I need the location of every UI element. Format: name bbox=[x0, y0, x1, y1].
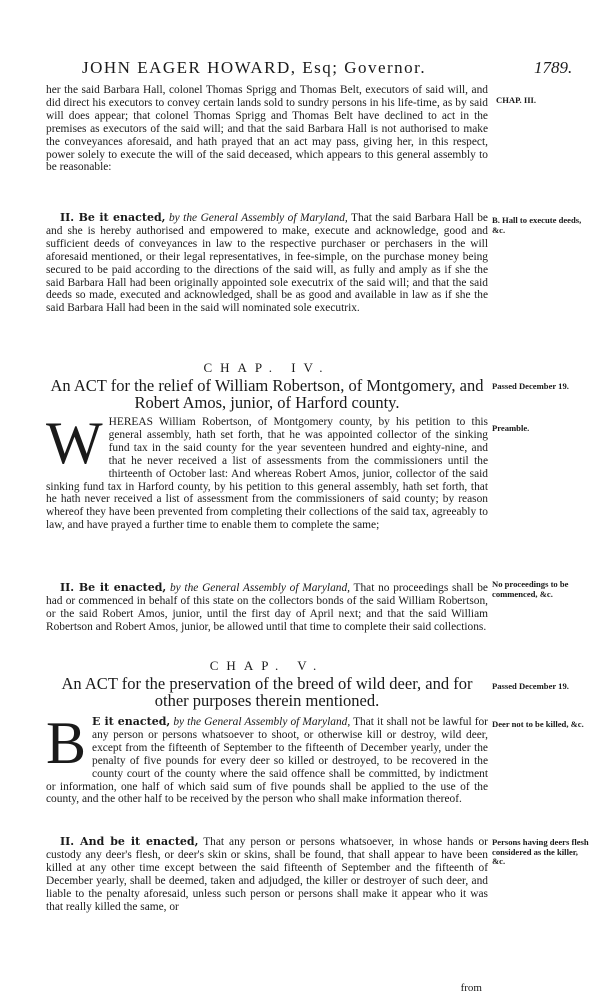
chap5-sec1-margin: Deer not to be killed, &c. bbox=[492, 719, 584, 729]
chap4-sec2-lead: II. Be it enacted, bbox=[60, 581, 167, 594]
chap5-sec2-margin: Persons having deers flesh considered as the killer, &c. bbox=[492, 837, 589, 867]
chap4-sec2-italic: by the General Assembly of Maryland, bbox=[169, 582, 350, 594]
chap4-passed: Passed December 19. bbox=[492, 381, 569, 391]
chap4-preamble-margin: Preamble. bbox=[492, 423, 530, 433]
chap3-sec2-italic: by the General Assembly of Maryland, bbox=[168, 212, 348, 224]
chap3-section-2 bbox=[46, 212, 488, 352]
chap4-label: CHAP. IV. bbox=[203, 360, 331, 375]
chap5-sec2-lead: II. And be it enacted, bbox=[60, 835, 199, 848]
chap4-drop-cap: W bbox=[46, 410, 103, 476]
chap4-title: An ACT for the relief of William Robertson, of Montgomery, and Robert Amos, junior, of Harford county. bbox=[50, 376, 484, 412]
chap3-sec2-lead: II. Be it enacted, bbox=[60, 211, 166, 224]
chap5-label: CHAP. V. bbox=[209, 658, 325, 673]
chap5-title: An ACT for the preservation of the breed of wild deer, and for other purposes therein mentioned. bbox=[61, 674, 473, 710]
chap4-sec2-text: That no proceedings shall be had or commenced in behalf of this state on the collectors bonds of the said William Robertson, or the said Robert Amos, junior, until the first day of April next; and that the said William Robertson and Robert Amos, junior, be allowed until that time to complete their said collections. bbox=[46, 582, 488, 633]
chap3-preamble-end bbox=[46, 84, 488, 196]
chap4-section-2 bbox=[46, 582, 488, 642]
chap3-sec2-text: That the said Barbara Hall be and she is hereby authorised and empowered to make, execute and acknowledge, good and sufficient deeds of conveyances in law to the respective purchaser or perchasers in the will aforesaid mentioned, or their legal representatives, in fee-simple, on the purchase money being secured to be paid according to the directions of the said will, as fully and amply as if she the said Barbara Hall had been originally appointed sole executrix of the said will; and that the said deeds so made, executed and acknowledged, shall be as good and available in law as if she the said Barbara Hall had been in the said will nominated sole executrix. bbox=[46, 212, 488, 315]
chap5-section-1 bbox=[46, 710, 488, 820]
chap5-sec1-lead: E it enacted, bbox=[92, 715, 171, 728]
chap4-sec2-margin: No proceedings to be commenced, &c. bbox=[492, 579, 569, 599]
chap5-sec2-text: That any person or persons whatsoever, in whose hands or custody any deer's flesh, or deer's skin or skins, shall be found, that shall appear to have been killed at any other time except between the said fifteenth of September and the fifteenth of December yearly, shall be deemed, taken and adjudged, the killer or destroyer of such deer, and liable to the penalty aforesaid, unless such person or persons shall make it appear who it was that really killed the same, or bbox=[46, 836, 488, 913]
catchword: from bbox=[460, 982, 482, 994]
chap5-passed: Passed December 19. bbox=[492, 681, 569, 691]
chap3-side-label: CHAP. III. bbox=[496, 95, 537, 105]
chap5-sec1-italic: by the General Assembly of Maryland, bbox=[173, 716, 351, 728]
chap3-sec2-margin: B. Hall to execute deeds, &c. bbox=[492, 215, 582, 235]
chap5-section-2 bbox=[46, 836, 488, 978]
chap5-drop-cap: B bbox=[46, 710, 87, 776]
chap4-preamble-text: HEREAS William Robertson, of Montgomery county, by his petition to this general assembly, hath set forth, that he was appointed collector of the sinking fund tax in the said county for the year seventeen hundred and eighty-nine, and that he never received a list of assessments from the commissioners until the thirteenth of October last: And whereas Robert Amos, junior, collector of the said sinking fund tax in Harford county, by his petition to this general assembly, hath set forth, that he hath never received a list of assessment from the commissioners of said county; by reason whereof they have been prevented from completing their collections of the said tax, agreeably to law, and have prayed a further time to enable them to complete the same; bbox=[46, 416, 488, 532]
chap4-preamble bbox=[46, 410, 488, 566]
chap3-preamble-text: her the said Barbara Hall, colonel Thomas Sprigg and Thomas Belt, executors of said will, and did direct his executors to convey certain lands sold to sundry persons in his life-time, as by said will does appear; that colonel Thomas Sprigg and Thomas Belt have declined to act in the premises as executors of the said will; and that the said Barbara Hall is not authorised to make the conveyances aforesaid, and hath prayed that an act may pass, giving her, in this respect, power solely to execute the will of the said deceased, which appears to this general assembly to be reasonable: bbox=[46, 84, 488, 174]
page-year: 1789. bbox=[534, 58, 573, 77]
chap5-sec1-text: That it shall not be lawful for any person or persons whatsoever to shoot, or otherwise kill or destroy, wild deer, except from the fifteenth of September to the fifteenth of December yearly, under the penalty of five pounds for every deer so killed or destroyed, to be recovered in the county court of the county where the said offence shall be committed, by indictment or information, one half of which said sum of five pounds shall be applied to the use of the county, and the other half to be received by the person who shall make information thereof. bbox=[46, 716, 488, 806]
running-title: JOHN EAGER HOWARD, Esq; Governor. bbox=[82, 58, 427, 77]
